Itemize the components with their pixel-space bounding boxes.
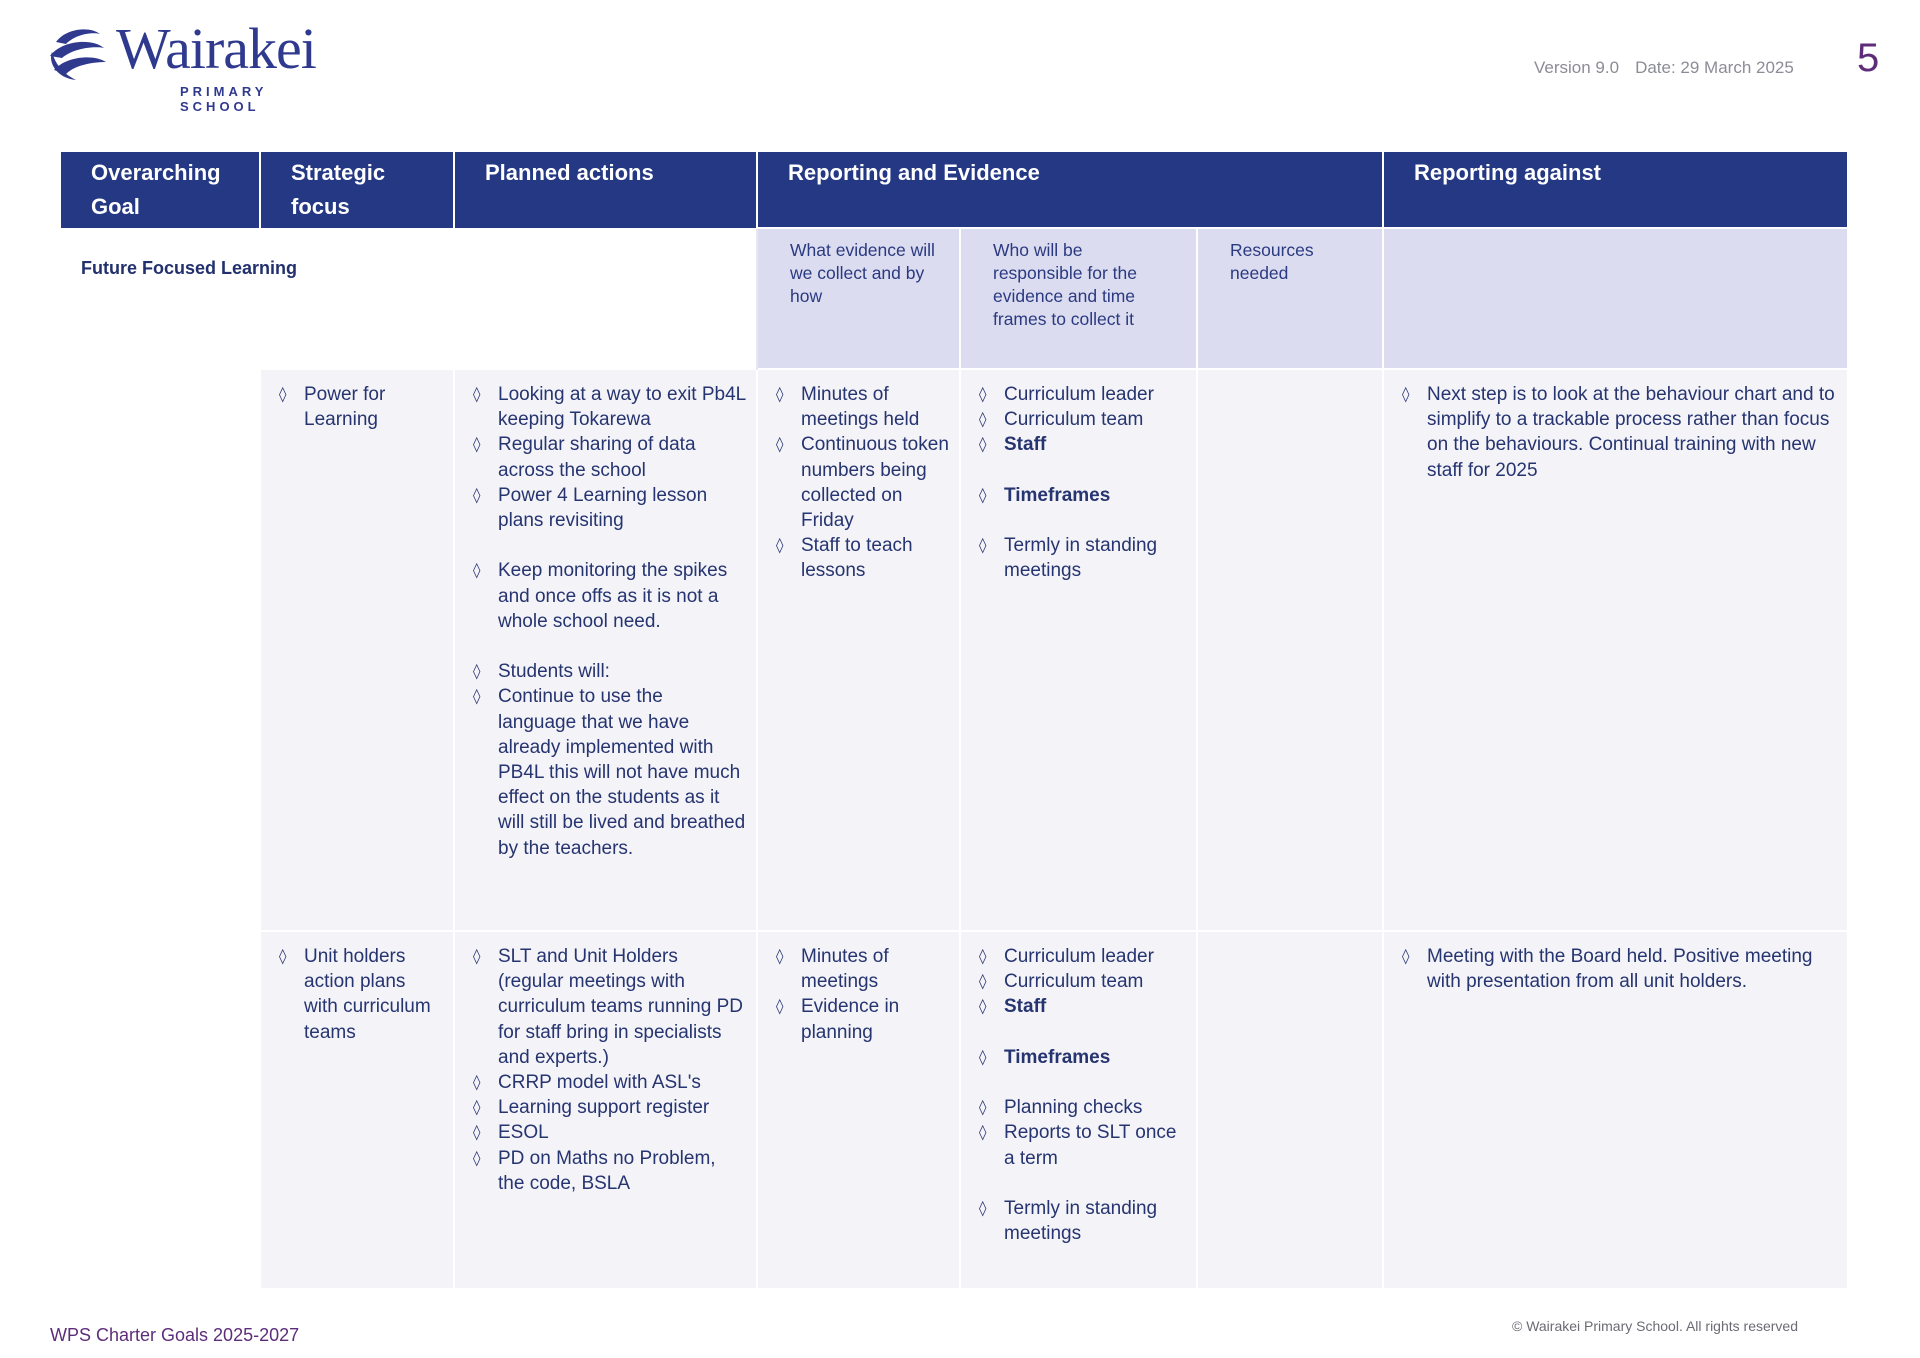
- column-header: Strategic focus: [260, 152, 454, 228]
- list-item: ◊ Minutes of meetings: [776, 944, 949, 994]
- table-subheader-row: [61, 228, 1847, 369]
- list-item: ◊ Timeframes: [979, 483, 1186, 508]
- subheader-responsible: Who will be responsible for the evidence and time frames to collect it: [960, 228, 1197, 369]
- table-header-row: [61, 152, 1847, 228]
- wave-logo-icon: [46, 22, 110, 84]
- list-item: ◊ Next step is to look at the behaviour chart and to simplify to a trackable process rather than focus on the behaviours. Continual training with new staff for 2025: [1402, 382, 1837, 483]
- list-item: ◊ Learning support register: [473, 1095, 746, 1120]
- list-item: ◊ CRRP model with ASL's: [473, 1070, 746, 1095]
- footer-copyright: © Wairakei Primary School. All rights reserved: [1512, 1318, 1798, 1334]
- reporting-cell: [1383, 369, 1847, 931]
- list-item: ◊ Termly in standing meetings: [979, 533, 1186, 583]
- list-item: ◊ Keep monitoring the spikes and once offs as it is not a whole school need.: [473, 558, 746, 634]
- list-item: ◊ SLT and Unit Holders (regular meetings with curriculum teams running PD for staff bring in specialists and experts.): [473, 944, 746, 1070]
- charter-goals-table: [61, 152, 1847, 1288]
- list-item: ◊ PD on Maths no Problem, the code, BSLA: [473, 1146, 746, 1196]
- evidence-cell: [757, 369, 960, 931]
- subheader-reporting-blank: [1383, 228, 1847, 369]
- list-item: ◊ Minutes of meetings held: [776, 382, 949, 432]
- date-label: Date: 29 March 2025: [1635, 58, 1794, 77]
- resources-cell: [1197, 369, 1383, 931]
- list-item: ◊ Continuous token numbers being collected on Friday: [776, 432, 949, 533]
- list-item: ◊ Curriculum leader: [979, 944, 1186, 969]
- table-row: [61, 931, 1847, 1288]
- table-row: [61, 369, 1847, 931]
- version-label: Version 9.0: [1534, 58, 1620, 77]
- list-item: ◊ Meeting with the Board held. Positive meeting with presentation from all unit holders.: [1402, 944, 1837, 994]
- planned-actions-cell: [454, 931, 757, 1288]
- school-name: Wairakei: [116, 16, 316, 81]
- list-item: ◊ Staff: [979, 994, 1186, 1019]
- footer-title: WPS Charter Goals 2025-2027: [50, 1325, 300, 1345]
- list-item: ◊ Regular sharing of data across the school: [473, 432, 746, 482]
- list-item: ◊ Curriculum team: [979, 407, 1186, 432]
- list-item: ◊ Reports to SLT once a term: [979, 1120, 1186, 1170]
- column-header: Planned actions: [454, 152, 757, 228]
- school-logo: [46, 16, 316, 114]
- list-item: ◊ Termly in standing meetings: [979, 1196, 1186, 1246]
- school-subtitle: PRIMARY SCHOOL: [180, 84, 268, 114]
- column-header: Reporting and Evidence: [757, 152, 1383, 228]
- list-item: ◊ Planning checks: [979, 1095, 1186, 1120]
- page-number: 5: [1857, 36, 1880, 80]
- responsible-cell: [960, 369, 1197, 931]
- list-item: ◊ ESOL: [473, 1120, 746, 1145]
- list-item: ◊ Students will:: [473, 659, 746, 684]
- list-item: ◊ Evidence in planning: [776, 994, 949, 1044]
- list-item: ◊ Staff: [979, 432, 1186, 457]
- list-item: ◊ Power 4 Learning lesson plans revisiting: [473, 483, 746, 533]
- list-item: ◊ Looking at a way to exit Pb4L keeping Tokarewa: [473, 382, 746, 432]
- evidence-cell: [757, 931, 960, 1288]
- planned-actions-cell: [454, 369, 757, 931]
- list-item: ◊ Unit holders action plans with curriculum teams: [279, 944, 443, 1045]
- subheader-resources: Resources needed: [1197, 228, 1383, 369]
- list-item: ◊ Power for Learning: [279, 382, 443, 432]
- list-item: ◊ Continue to use the language that we have already implemented with PB4L this will not have much effect on the students as it will still be lived and breathed by the teachers.: [473, 684, 746, 860]
- goal-spacer: [61, 369, 260, 931]
- list-item: ◊ Curriculum leader: [979, 382, 1186, 407]
- document-meta: [1534, 58, 1794, 78]
- responsible-cell: [960, 931, 1197, 1288]
- list-item: ◊ Curriculum team: [979, 969, 1186, 994]
- column-header: Reporting against: [1383, 152, 1847, 228]
- strategic-focus-cell: [260, 369, 454, 931]
- list-item: ◊ Staff to teach lessons: [776, 533, 949, 583]
- subheader-evidence: What evidence will we collect and by how: [757, 228, 960, 369]
- strategic-focus-cell: [260, 931, 454, 1288]
- column-header: Overarching Goal: [61, 152, 260, 228]
- list-item: ◊ Timeframes: [979, 1045, 1186, 1070]
- resources-cell: [1197, 931, 1383, 1288]
- goal-spacer: [61, 931, 260, 1288]
- reporting-cell: [1383, 931, 1847, 1288]
- overarching-goal: Future Focused Learning: [81, 258, 298, 278]
